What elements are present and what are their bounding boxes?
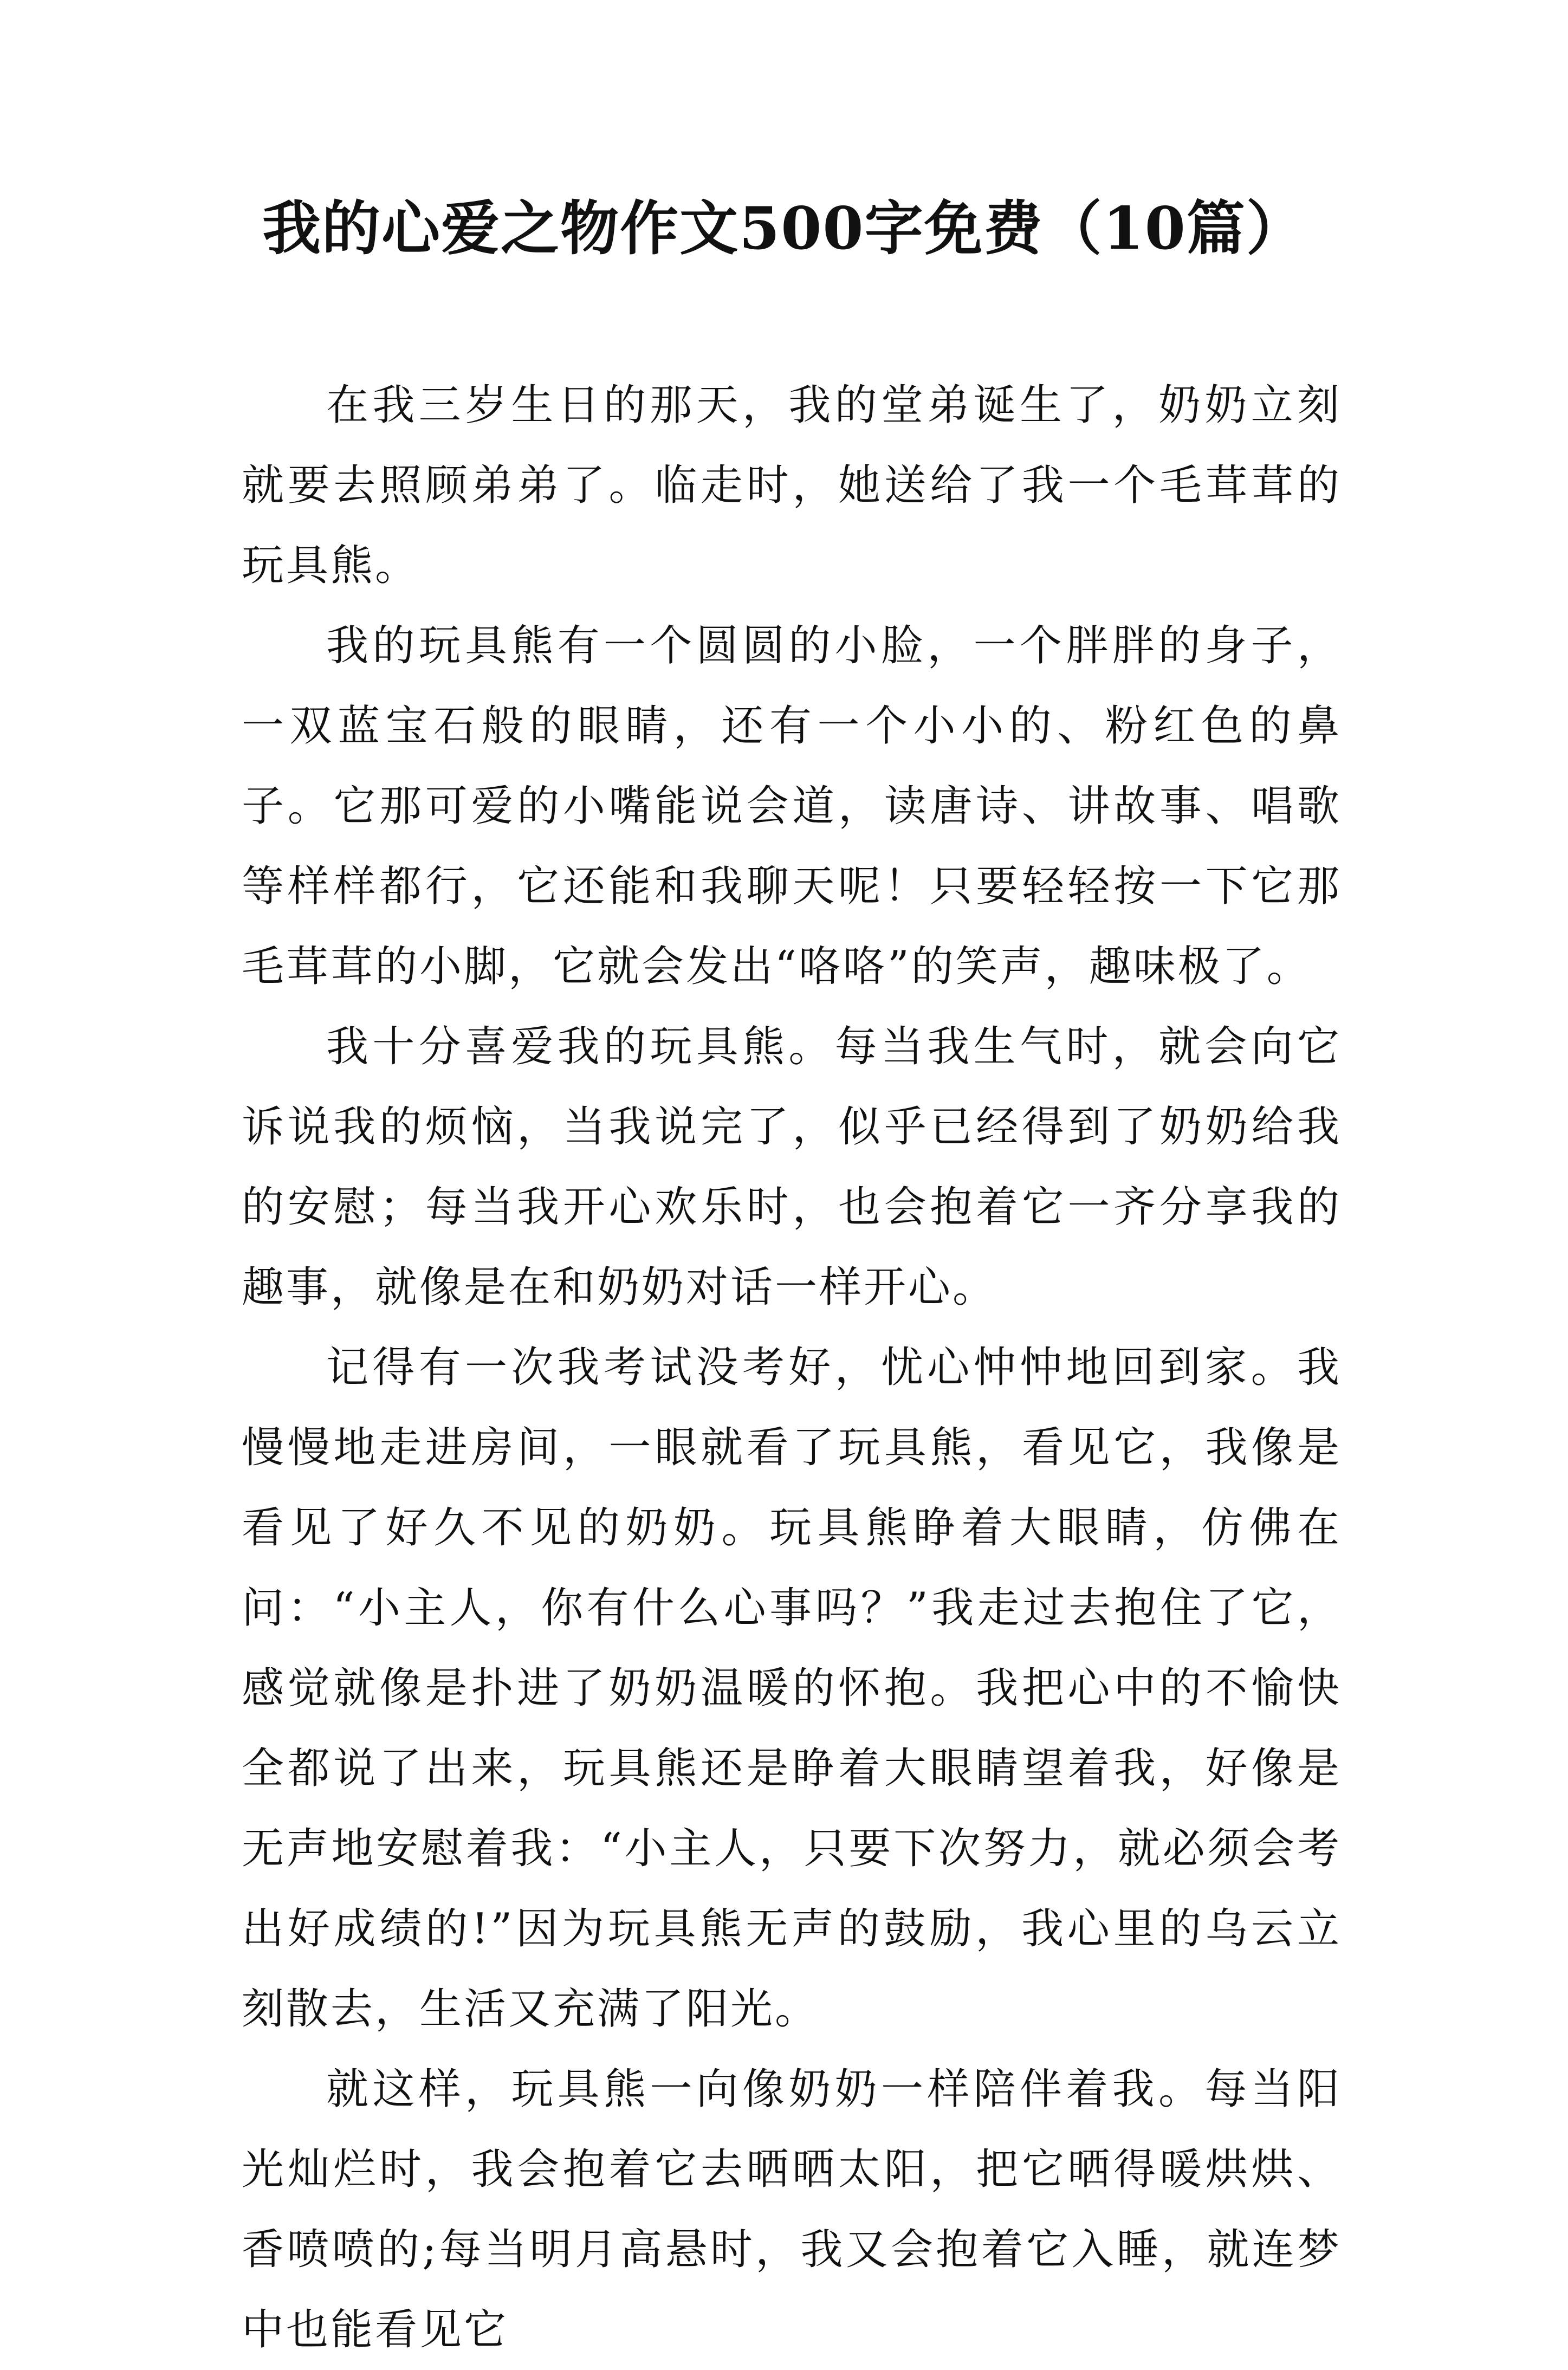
document-body <box>242 365 1342 2370</box>
paragraph: 记得有一次我考试没考好，忧心忡忡地回到家。我慢慢地走进房间，一眼就看了玩具熊，看见它，我像是看见了好久不见的奶奶。玩具熊睁着大眼睛，仿佛在问：“小主人，你有什么心事吗？”我走过去抱住了它，感觉就像是扑进了奶奶温暖的怀抱。我把心中的不愉快全都说了出来，玩具熊还是睁着大眼睛望着我，好像是无声地安慰着我：“小主人，只要下次努力，就必须会考出好成绩的!”因为玩具熊无声的鼓励，我心里的乌云立刻散去，生活又充满了阳光。 <box>242 1343 1342 2034</box>
paragraph: 我十分喜爱我的玩具熊。每当我生气时，就会向它诉说我的烦恼，当我说完了，似乎已经得到了奶奶给我的安慰；每当我开心欢乐时，也会抱着它一齐分享我的趣事，就像是在和奶奶对话一样开心。 <box>242 1022 1342 1312</box>
paragraph: 就这样，玩具熊一向像奶奶一样陪伴着我。每当阳光灿烂时，我会抱着它去晒晒太阳，把它晒得暖烘烘、香喷喷的;每当明月高悬时，我又会抱着它入睡，就连梦中也能看见它 <box>242 2065 1342 2354</box>
paragraph: 我的玩具熊有一个圆圆的小脸，一个胖胖的身子，一双蓝宝石般的眼睛，还有一个小小的、粉红色的鼻子。它那可爱的小嘴能说会道，读唐诗、讲故事、唱歌等样样都行，它还能和我聊天呢！只要轻轻按一下它那毛茸茸的小脚，它就会发出“咯咯”的笑声，趣味极了。 <box>242 621 1342 991</box>
paragraph: 在我三岁生日的那天，我的堂弟诞生了，奶奶立刻就要去照顾弟弟了。临走时，她送给了我一个毛茸茸的玩具熊。 <box>242 381 1342 590</box>
document-title: 我的心爱之物作文500字免费（10篇） <box>262 195 1306 263</box>
